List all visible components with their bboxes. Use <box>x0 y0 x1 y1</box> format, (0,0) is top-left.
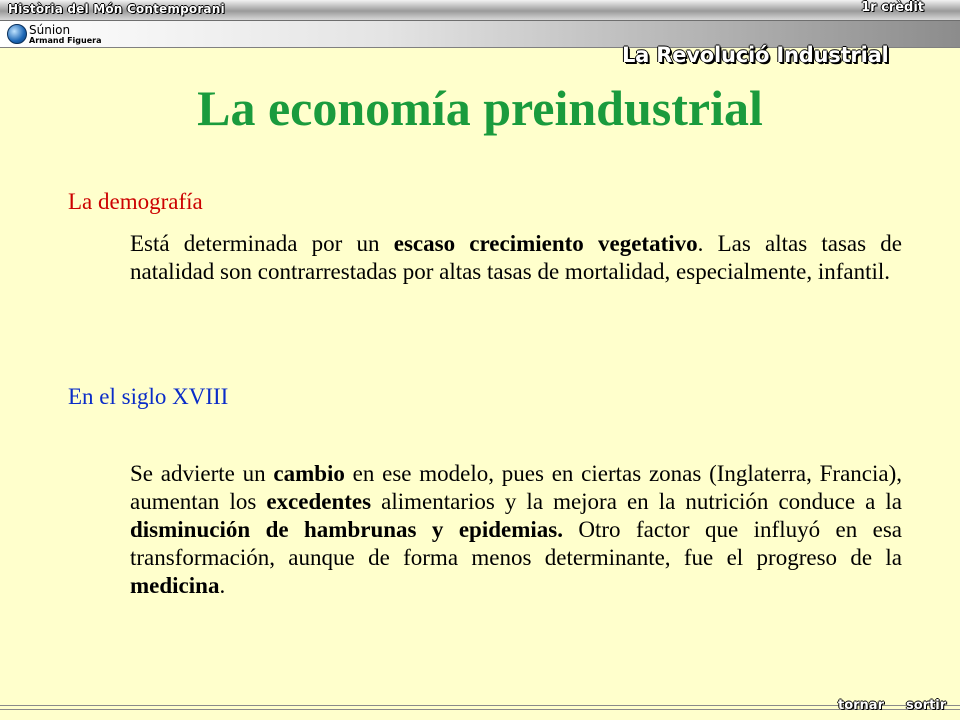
globe-icon <box>7 24 27 44</box>
credit-label: 1r crèdit <box>861 0 924 15</box>
unit-title: La Revolució Industrial <box>622 43 889 67</box>
author-name: Armand Figuera <box>29 36 102 45</box>
page-title: La economía preindustrial <box>197 80 763 136</box>
emphasis-text: escaso crecimiento vegetativo <box>393 231 698 256</box>
top-bar <box>0 0 960 21</box>
section-text-demography <box>130 230 902 286</box>
course-title: Història del Món Contemporani <box>8 2 225 16</box>
emphasis-text: medicina <box>130 573 220 598</box>
section-text-18th-century <box>130 460 902 600</box>
text-run: alimentarios y la mejora en la nutrición conduce a la <box>371 489 902 514</box>
emphasis-text: cambio <box>273 461 345 486</box>
text-run: . <box>219 573 226 598</box>
exit-button[interactable]: sortir <box>906 698 947 713</box>
text-run: . Las altas tasas de natalidad son contrarrestadas por altas tasas de mortalidad, especialmente, infantil. <box>130 231 903 284</box>
text-run: Otro factor que influyó en esa transformación, aunque de forma menos determinante, fue el progreso de la <box>130 517 902 570</box>
back-button[interactable]: tornar <box>838 698 884 713</box>
footer-divider <box>0 705 960 706</box>
section-heading-18th-century: En el siglo XVIII <box>68 384 229 409</box>
text-run: en ese modelo, pues en ciertas zonas (Inglaterra, Francia), aumentan los <box>130 461 902 514</box>
header-bar <box>0 21 960 67</box>
sunion-logo <box>5 23 125 47</box>
brand-name: Súnion <box>29 23 71 37</box>
section-heading-demography: La demografía <box>68 189 203 214</box>
text-run: Está determinada por un <box>130 231 394 256</box>
text-run: Se advierte un <box>130 461 274 486</box>
footer-divider <box>0 709 960 710</box>
emphasis-text: excedentes <box>266 489 372 514</box>
emphasis-text: disminución de hambrunas y epidemias. <box>130 517 563 542</box>
